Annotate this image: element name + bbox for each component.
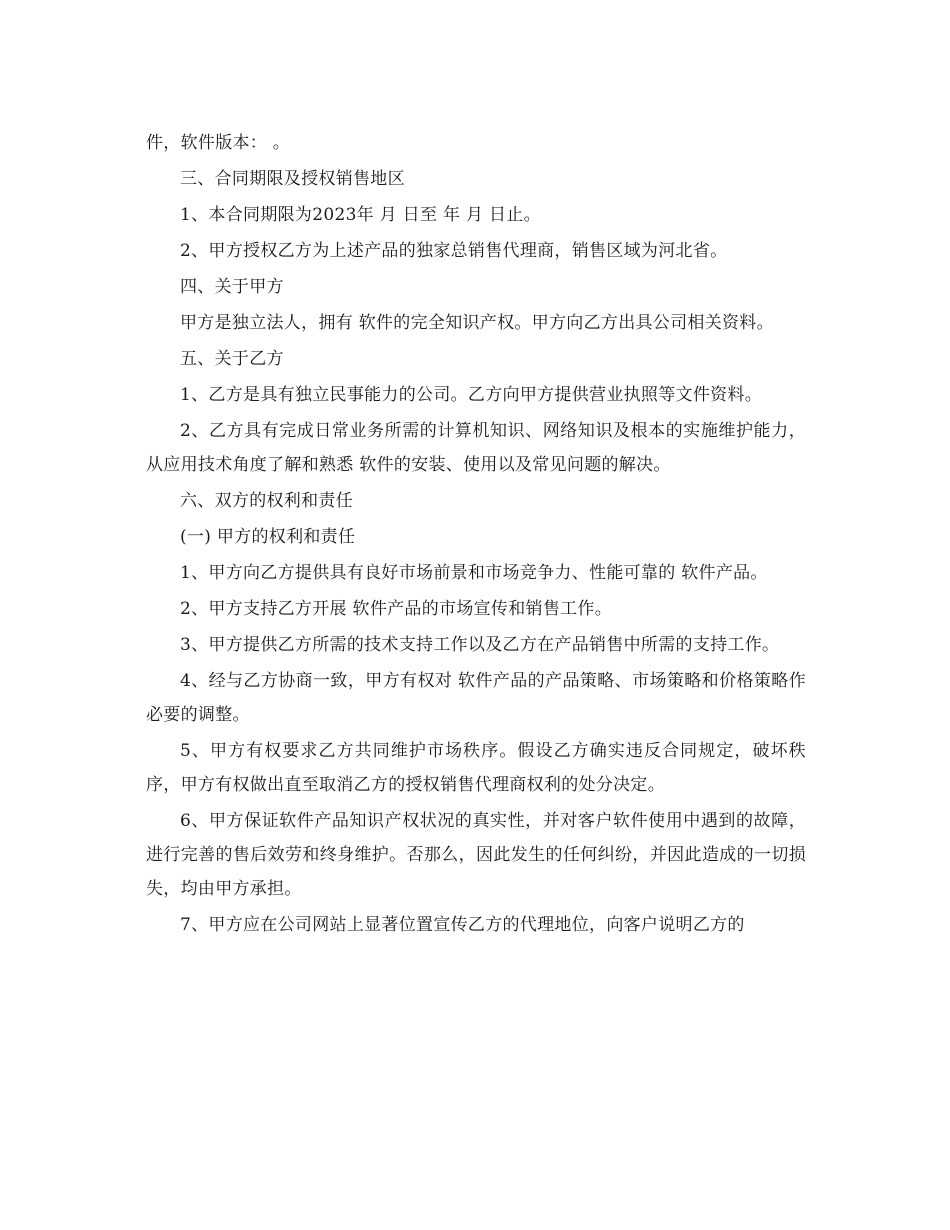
paragraph: 2、甲方授权乙方为上述产品的独家总销售代理商，销售区域为河北省。 xyxy=(180,241,728,261)
paragraph: 甲方是独立法人，拥有 软件的完全知识产权。甲方向乙方出具公司相关资料。 xyxy=(180,313,774,333)
paragraph: 1、甲方向乙方提供具有良好市场前景和市场竞争力、性能可靠的 软件产品。 xyxy=(180,563,768,583)
section-heading: 三、合同期限及授权销售地区 xyxy=(180,169,405,189)
paragraph: 件，软件版本： 。 xyxy=(146,133,291,153)
paragraph: 6、甲方保证软件产品知识产权状况的真实性，并对客户软件使用中遇到的故障，进行完善的售后效劳和终身维护。否那么，因此发生的任何纠纷，并因此造成的一切损失，均由甲方承担。 xyxy=(146,811,806,899)
paragraph: 7、甲方应在公司网站上显著位置宣传乙方的代理地位，向客户说明乙方的 xyxy=(180,915,745,935)
section-heading: 六、双方的权利和责任 xyxy=(180,491,353,511)
document-body xyxy=(146,126,806,944)
subsection-heading: (一) 甲方的权利和责任 xyxy=(180,527,356,547)
paragraph: 1、乙方是具有独立民事能力的公司。乙方向甲方提供营业执照等文件资料。 xyxy=(180,385,763,405)
paragraph: 4、经与乙方协商一致，甲方有权对 软件产品的产品策略、市场策略和价格策略作必要的调整。 xyxy=(146,671,806,725)
section-heading: 四、关于甲方 xyxy=(180,277,284,297)
paragraph: 3、甲方提供乙方所需的技术支持工作以及乙方在产品销售中所需的支持工作。 xyxy=(180,635,780,655)
paragraph: 1、本合同期限为2023年 月 日至 年 月 日止。 xyxy=(180,205,541,225)
paragraph: 2、甲方支持乙方开展 软件产品的市场宣传和销售工作。 xyxy=(180,599,613,619)
section-heading: 五、关于乙方 xyxy=(180,349,284,369)
paragraph: 5、甲方有权要求乙方共同维护市场秩序。假设乙方确实违反合同规定，破坏秩序，甲方有权做出直至取消乙方的授权销售代理商权利的处分决定。 xyxy=(146,741,806,795)
paragraph: 2、乙方具有完成日常业务所需的计算机知识、网络知识及根本的实施维护能力，从应用技术角度了解和熟悉 软件的安装、使用以及常见问题的解决。 xyxy=(146,421,806,475)
